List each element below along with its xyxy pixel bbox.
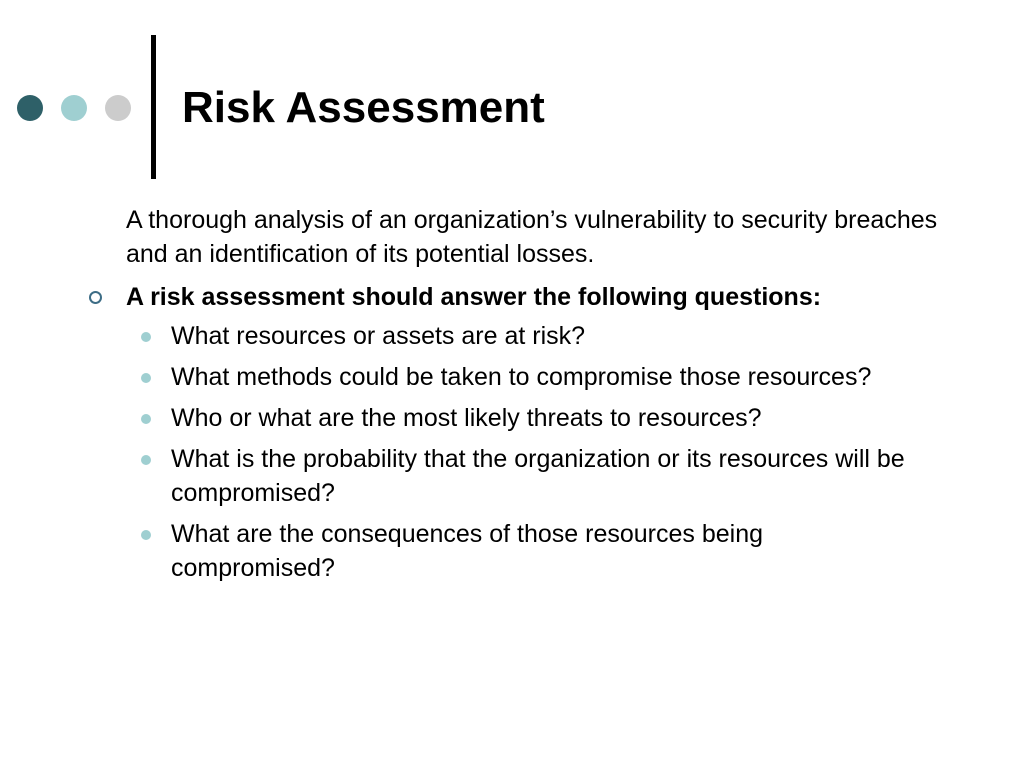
bullet-dot-icon — [141, 414, 151, 424]
bullet-dot-icon — [141, 455, 151, 465]
list-item — [0, 360, 960, 394]
list-item — [0, 401, 960, 435]
slide-title: Risk Assessment — [182, 83, 545, 132]
question-text: Who or what are the most likely threats to resources? — [171, 404, 762, 432]
dark-teal-dot — [17, 95, 43, 121]
intro-paragraph: A thorough analysis of an organization’s vulnerability to security breaches and an identification of its potential losses. — [126, 206, 938, 268]
lead-bullet — [0, 280, 960, 314]
question-text: What resources or assets are at risk? — [171, 322, 586, 350]
ring-bullet-icon — [89, 291, 102, 304]
question-text: What are the consequences of those resources being compromised? — [171, 520, 764, 582]
lead-bullet-text: A risk assessment should answer the following questions: — [126, 283, 822, 311]
bullet-dot-icon — [141, 332, 151, 342]
title-divider — [151, 35, 156, 179]
question-text: What is the probability that the organization or its resources will be compromised? — [171, 445, 905, 507]
list-item — [0, 442, 960, 510]
list-item — [0, 517, 960, 585]
gray-dot — [105, 95, 131, 121]
question-list — [0, 319, 960, 592]
question-text: What methods could be taken to compromise those resources? — [171, 363, 872, 391]
list-item — [0, 319, 960, 353]
light-teal-dot — [61, 95, 87, 121]
bullet-dot-icon — [141, 530, 151, 540]
bullet-dot-icon — [141, 373, 151, 383]
